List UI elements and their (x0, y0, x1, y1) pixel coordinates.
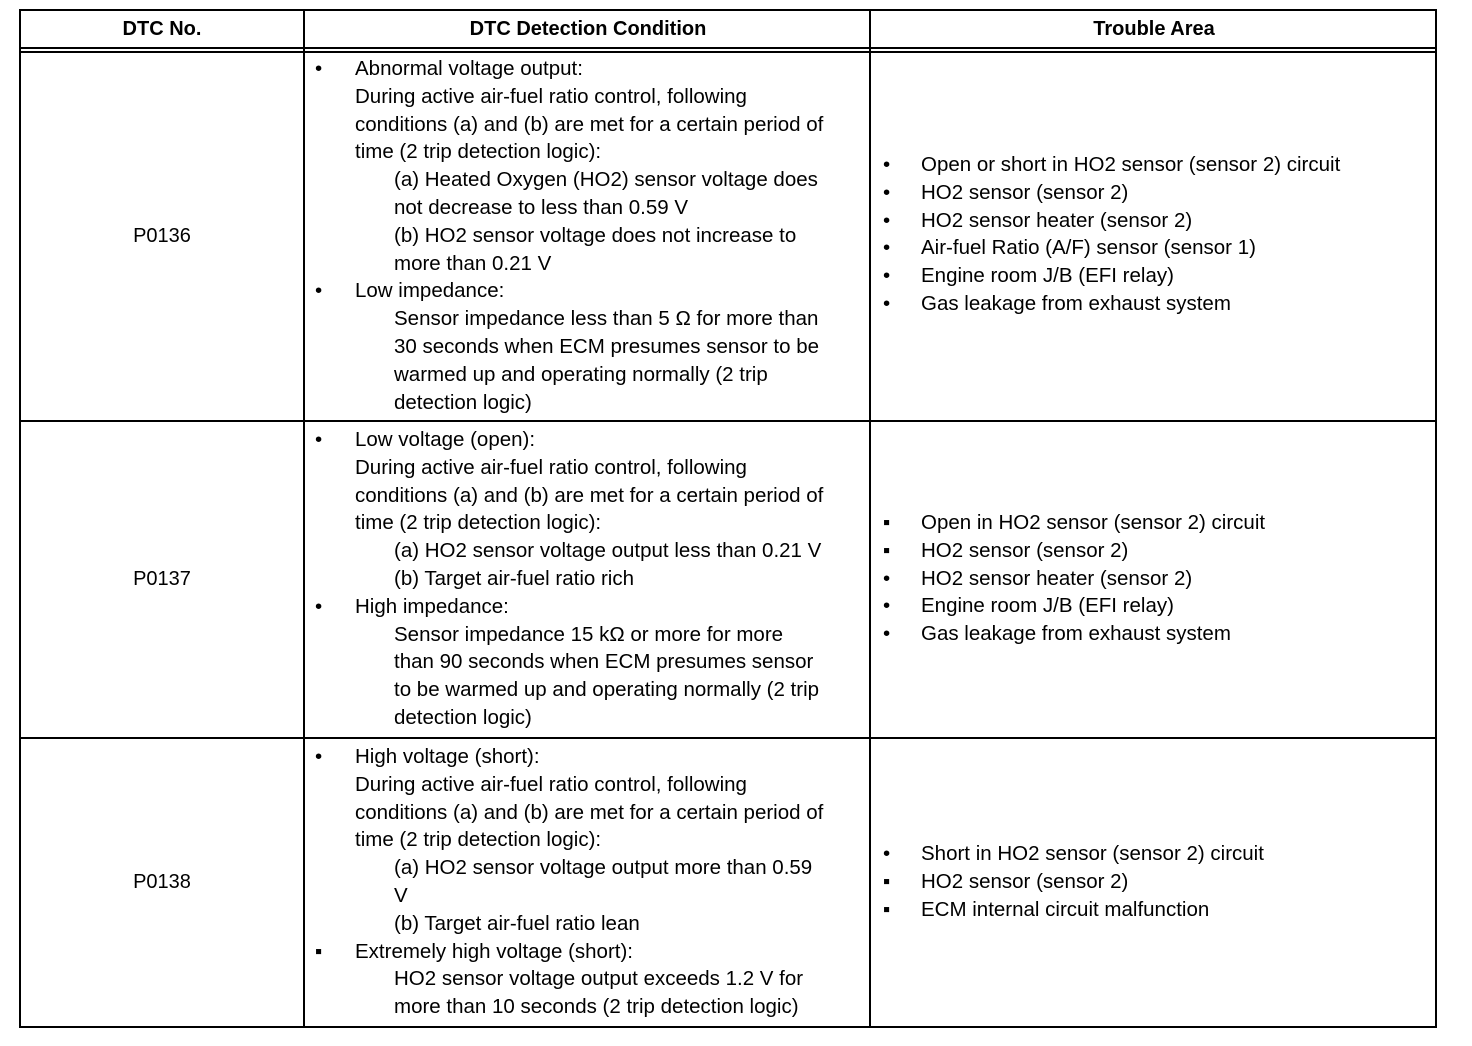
condition-text: Low impedance: (355, 279, 505, 303)
trouble-area-text: HO2 sensor (sensor 2) (921, 869, 1129, 893)
condition-text: more than 10 seconds (2 trip detection logic) (394, 995, 799, 1019)
condition-text: High voltage (short): (355, 745, 540, 768)
condition-line (305, 426, 871, 454)
condition-line (305, 55, 871, 83)
condition-line (305, 222, 871, 250)
condition-text: more than 0.21 V (394, 251, 552, 275)
condition-line (305, 361, 871, 389)
condition-line (305, 83, 871, 111)
condition-line (305, 482, 871, 510)
condition-text: Sensor impedance less than 5 Ω for more than (394, 307, 819, 331)
trouble-area-item (873, 592, 1435, 620)
bullet-icon: ▪ (883, 511, 891, 534)
condition-text: to be warmed up and operating normally (2 trip (394, 678, 820, 702)
condition-line (305, 593, 871, 621)
bullet-icon: • (883, 236, 891, 260)
trouble-area-text: Short in HO2 sensor (sensor 2) circuit (921, 842, 1264, 865)
condition-text: V (394, 883, 408, 907)
condition-text: (b) Target air-fuel ratio rich (394, 566, 635, 590)
condition-line (305, 194, 871, 222)
condition-line (305, 277, 871, 305)
condition-text: During active air-fuel ratio control, following (355, 84, 747, 108)
trouble-area-item (873, 234, 1435, 262)
bullet-icon: • (883, 208, 891, 232)
bullet-icon: • (315, 745, 323, 768)
trouble-area-text: HO2 sensor heater (sensor 2) (921, 208, 1193, 232)
trouble-area-item (873, 207, 1435, 235)
condition-line (305, 621, 871, 649)
condition-line (305, 250, 871, 278)
trouble-area-text: Engine room J/B (EFI relay) (921, 594, 1174, 618)
trouble-area-text: HO2 sensor heater (sensor 2) (921, 566, 1193, 590)
dtc-table (19, 9, 1437, 1028)
condition-line (305, 993, 871, 1021)
header-detection-condition: DTC Detection Condition (469, 17, 707, 40)
condition-line (305, 648, 871, 676)
condition-text: Extremely high voltage (short): (355, 939, 634, 963)
condition-line (305, 389, 871, 417)
bullet-icon: • (883, 153, 891, 176)
condition-line (305, 454, 871, 482)
trouble-area-item (873, 896, 1435, 924)
trouble-area-text: Engine room J/B (EFI relay) (921, 264, 1174, 288)
trouble-area-text: HO2 sensor (sensor 2) (921, 538, 1129, 562)
bullet-icon: • (883, 291, 891, 315)
condition-line (305, 676, 871, 704)
trouble-area-item (873, 868, 1435, 896)
detection-condition-cell (305, 743, 871, 1021)
condition-text: conditions (a) and (b) are met for a certain period of (355, 800, 824, 824)
bullet-icon: • (883, 842, 891, 865)
condition-line (305, 111, 871, 139)
condition-text: (a) Heated Oxygen (HO2) sensor voltage does (394, 168, 818, 192)
condition-text: 30 seconds when ECM presumes sensor to be (394, 334, 820, 358)
condition-text: than 90 seconds when ECM presumes sensor (394, 650, 814, 674)
bullet-icon: • (883, 594, 891, 618)
condition-line (305, 704, 871, 732)
condition-line (305, 799, 871, 827)
bullet-icon: • (883, 566, 891, 590)
trouble-area-item (873, 179, 1435, 207)
trouble-area-item (873, 840, 1435, 868)
header-trouble-area: Trouble Area (1093, 17, 1215, 40)
trouble-area-item (873, 262, 1435, 290)
trouble-area-text: Open in HO2 sensor (sensor 2) circuit (921, 511, 1266, 534)
bullet-icon: • (883, 180, 891, 204)
condition-line (305, 537, 871, 565)
condition-line (305, 333, 871, 361)
condition-line (305, 305, 871, 333)
dtc-code: P0138 (133, 871, 191, 893)
trouble-area-text: Gas leakage from exhaust system (921, 291, 1231, 315)
bullet-icon: ▪ (315, 939, 323, 963)
condition-line (305, 166, 871, 194)
condition-line (305, 826, 871, 854)
condition-text: During active air-fuel ratio control, following (355, 772, 747, 796)
condition-text: time (2 trip detection logic): (355, 828, 602, 852)
condition-text: Low voltage (open): (355, 428, 536, 451)
trouble-area-item (873, 151, 1435, 179)
condition-text: not decrease to less than 0.59 V (394, 195, 689, 219)
condition-line (305, 743, 871, 771)
bullet-icon: ▪ (883, 538, 891, 562)
dtc-code: P0136 (133, 225, 191, 247)
condition-text: (a) HO2 sensor voltage output less than 0.21 V (394, 539, 822, 563)
condition-text: (b) Target air-fuel ratio lean (394, 911, 640, 935)
condition-text: detection logic) (394, 705, 532, 729)
condition-text: During active air-fuel ratio control, following (355, 455, 747, 479)
trouble-area-item (873, 620, 1435, 648)
trouble-area-text: ECM internal circuit malfunction (921, 897, 1210, 921)
condition-text: (a) HO2 sensor voltage output more than 0.59 (394, 856, 813, 880)
condition-line (305, 938, 871, 966)
trouble-area-item (873, 509, 1435, 537)
trouble-area-text: Gas leakage from exhaust system (921, 622, 1231, 646)
condition-text: High impedance: (355, 594, 509, 618)
condition-line (305, 854, 871, 882)
trouble-area-text: Open or short in HO2 sensor (sensor 2) circuit (921, 153, 1341, 176)
condition-text: detection logic) (394, 390, 532, 414)
trouble-area-cell (873, 840, 1435, 923)
dtc-code: P0137 (133, 568, 191, 590)
bullet-icon: • (315, 279, 323, 303)
header-dtc-no: DTC No. (122, 17, 202, 40)
condition-text: conditions (a) and (b) are met for a certain period of (355, 112, 824, 136)
condition-text: Sensor impedance 15 kΩ or more for more (394, 622, 784, 646)
condition-text: warmed up and operating normally (2 trip (394, 362, 768, 386)
trouble-area-item (873, 565, 1435, 593)
condition-line (305, 771, 871, 799)
condition-line (305, 882, 871, 910)
bullet-icon: ▪ (883, 897, 891, 921)
trouble-area-cell (873, 151, 1435, 318)
condition-line (305, 910, 871, 938)
detection-condition-cell (305, 55, 871, 416)
trouble-area-text: Air-fuel Ratio (A/F) sensor (sensor 1) (921, 236, 1256, 260)
trouble-area-cell (873, 509, 1435, 648)
bullet-icon: ▪ (883, 869, 891, 893)
condition-text: (b) HO2 sensor voltage does not increase to (394, 223, 797, 247)
condition-line (305, 509, 871, 537)
bullet-icon: • (315, 428, 323, 451)
condition-text: time (2 trip detection logic): (355, 140, 602, 164)
condition-line (305, 965, 871, 993)
condition-line (305, 138, 871, 166)
bullet-icon: • (883, 622, 891, 646)
trouble-area-text: HO2 sensor (sensor 2) (921, 180, 1129, 204)
bullet-icon: • (883, 264, 891, 288)
condition-line (305, 565, 871, 593)
bullet-icon: • (315, 57, 323, 80)
condition-text: conditions (a) and (b) are met for a certain period of (355, 483, 824, 507)
trouble-area-item (873, 290, 1435, 318)
detection-condition-cell (305, 426, 871, 732)
trouble-area-item (873, 537, 1435, 565)
condition-text: time (2 trip detection logic): (355, 511, 602, 535)
condition-text: HO2 sensor voltage output exceeds 1.2 V for (394, 967, 804, 991)
condition-text: Abnormal voltage output: (355, 57, 583, 80)
bullet-icon: • (315, 594, 323, 618)
